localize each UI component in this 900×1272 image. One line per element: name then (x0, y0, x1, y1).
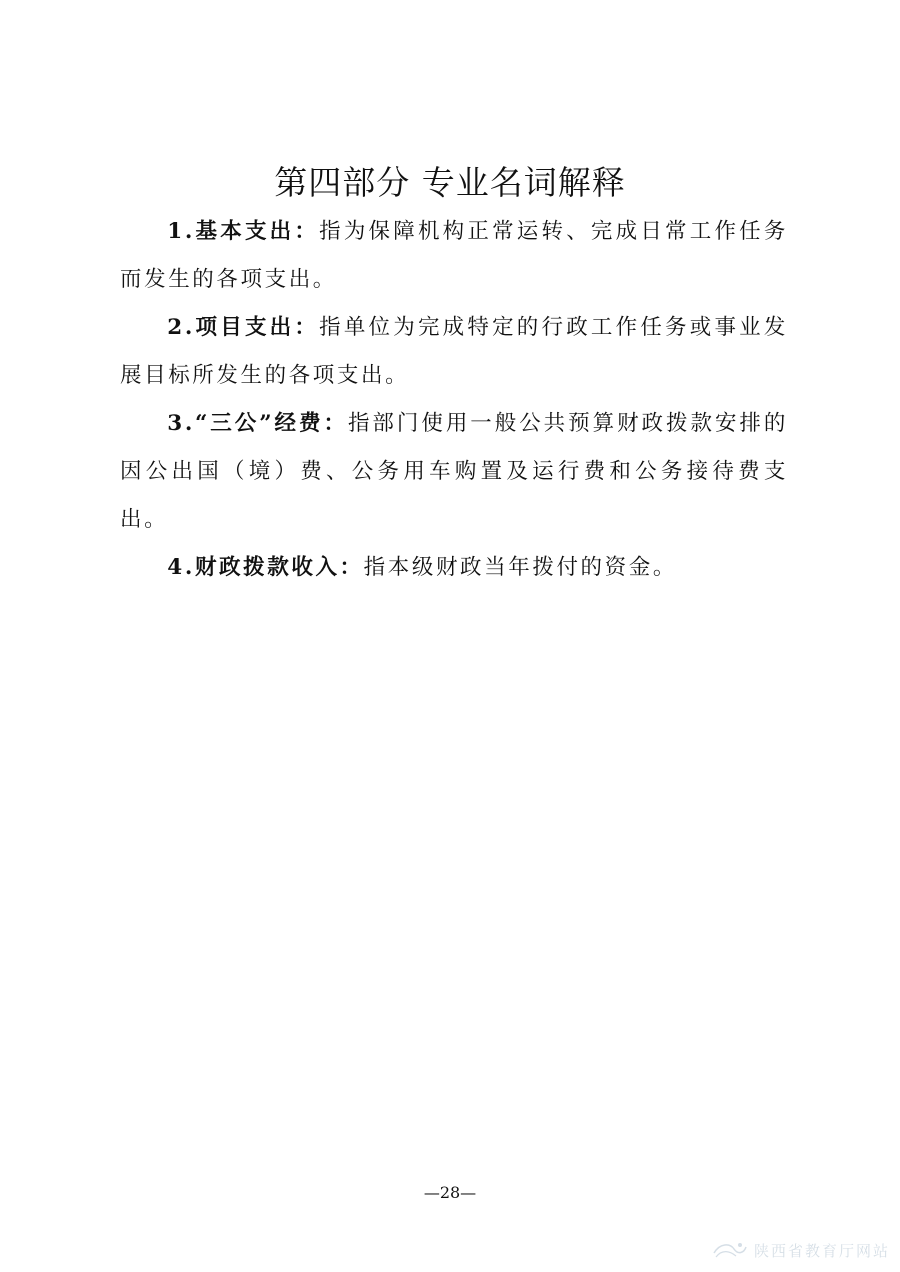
definition-term: 1.基本支出： (167, 219, 320, 244)
definitions-list (120, 208, 788, 592)
definition-text: 指为保障机构正常运转、完成日常工作任务而发生的各项支出。 (120, 219, 788, 292)
definition-term: 4.财政拨款收入： (167, 555, 364, 580)
definition-item-fiscal-appropriation-income (120, 544, 788, 592)
page-title: 第四部分 专业名词解释 (274, 163, 626, 202)
definition-term: 2.项目支出： (167, 315, 320, 340)
definition-text: 指单位为完成特定的行政工作任务或事业发展目标所发生的各项支出。 (120, 315, 788, 388)
watermark-logo-icon (712, 1239, 748, 1261)
definition-item-project-expenditure (120, 304, 788, 400)
definition-item-basic-expenditure (120, 208, 788, 304)
watermark (712, 1238, 890, 1262)
page-number: —28— (423, 1183, 477, 1202)
definition-text: 指部门使用一般公共预算财政拨款安排的因公出国（境）费、公务用车购置及运行费和公务接待费支出。 (120, 411, 788, 532)
definition-term: 3.“三公”经费： (167, 411, 348, 436)
watermark-text: 陕西省教育厅网站 (753, 1241, 890, 1260)
definition-text: 指本级财政当年拨付的资金。 (363, 555, 677, 580)
definition-item-three-public-funds (120, 400, 788, 544)
